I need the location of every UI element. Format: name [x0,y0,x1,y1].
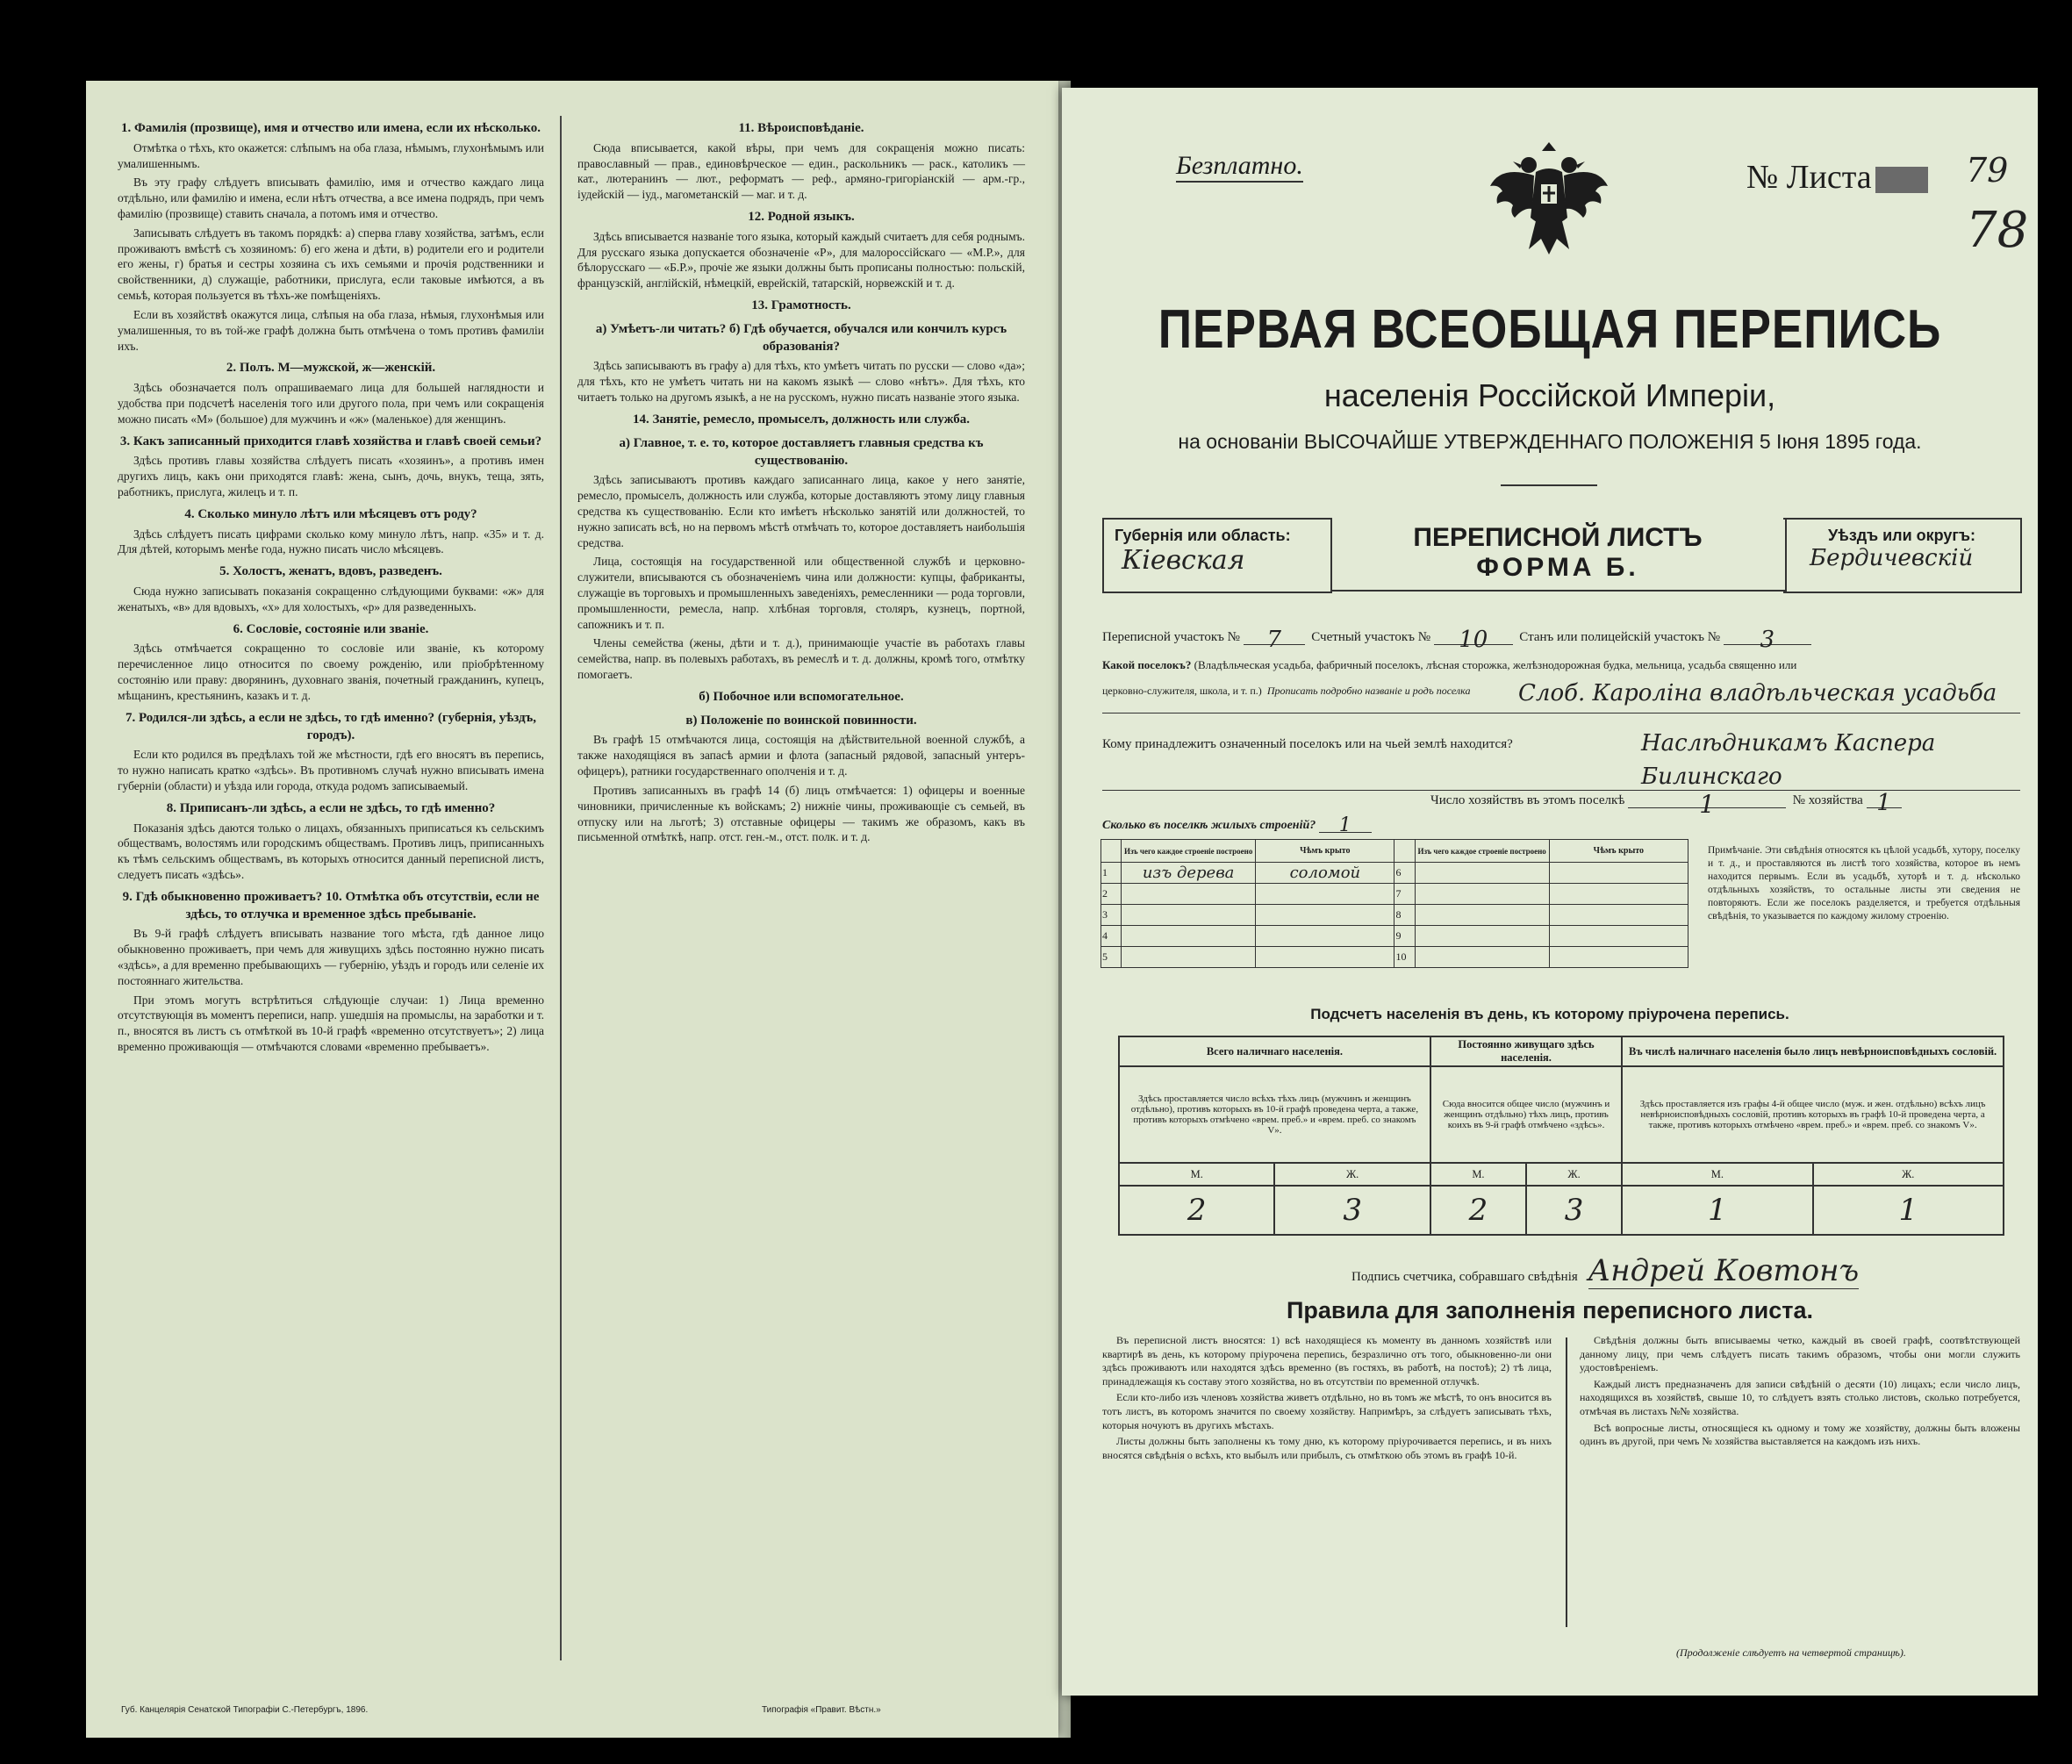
printer-imprint-right: Типографія «Правит. Вѣстн.» [762,1705,881,1715]
owner-label: Кому принадлежитъ означенный поселокъ или на чьей землѣ находится? [1102,737,1513,751]
rules-divider [1566,1337,1567,1627]
instruction-paragraph: Здѣсь противъ главы хозяйства слѣдуетъ писать «хозяинъ», а противъ имен другихъ лицъ, какъ они приходятся главѣ: жена, сынъ, дочь, внукъ, теща, зять, работникъ, прислуга, жилецъ и т. п. [118,454,544,499]
population-values-row [1119,1186,2004,1235]
building-roof [1549,863,1688,884]
building-row-number: 5 [1101,947,1122,968]
instruction-paragraph: Показанія здѣсь даются только о лицахъ, обязанныхъ приписаться къ сельскимъ обществамъ, волостямъ или городскимъ обществамъ. Противъ лицъ, приписанныхъ къ тѣмъ сельскимъ обществамъ, въ которыхъ относится данный переписной листъ, следуетъ писать «здѣсь». [118,821,544,881]
section-heading: 8. Приписанъ-ли здѣсь, а если не здѣсь, то гдѣ именно? [166,800,496,815]
section-heading: 1. Фамилія (прозвище), имя и отчество или имена, если их нѣсколько. [120,121,541,135]
building-row-number: 7 [1394,884,1415,905]
male-count: 1 [1622,1186,1812,1235]
population-mf-row [1119,1163,2004,1186]
row-number-header [1394,840,1415,863]
instruction-paragraph: Если кто родился въ предѣлахъ той же мѣстности, гдѣ его вносятъ въ перепись, то нужно написать кратко «здѣсь». Въ противномъ случаѣ нужно вписывать имена губерніи (области) и уѣзда или города, откуда родомъ записываемый. [118,748,544,792]
population-column-description: Здѣсь проставляется число всѣхъ тѣхъ лицъ (мужчинъ и женщинъ отдѣльно), противъ которыхъ въ 10-й графѣ проведена черта, а также, противъ которыхъ отмѣчено «врем. преб.» и «врем. преб. со знакомъ V». [1119,1066,1430,1163]
settlement-name-line [1102,685,1470,698]
uezd-box [1783,518,2022,593]
uezd-label: Уѣздъ или округъ: [1827,527,1976,544]
instruction-paragraph: Здѣсь отмѣчается сокращенно то сословіе или званіе, къ которому перечисленное лицо относится по своему рожденію, или пріобрѣтенному состоянію или праву: дворянинъ, духовнаго званія, почетный гражданинъ, купецъ, мѣщанинъ, крестьянинъ, казакъ и т. д. [118,642,544,702]
female-label: Ж. [1526,1163,1622,1186]
households-value: 1 [1628,790,1786,808]
roof-header: Чѣмъ крыто [1549,840,1688,863]
households-line [1430,790,1902,819]
handwritten-number-top: 79 [1966,151,2009,190]
section-heading: 6. Сословіе, состояніе или званіе. [233,621,429,636]
census-legal-basis: на основаніи ВЫСОЧАЙШЕ УТВЕРЖДЕННАГО ПОЛОЖЕНІЯ 5 Іюня 1895 года. [1178,430,1922,453]
building-material [1122,947,1256,968]
census-subtitle: населенія Россійской Имперіи, [1323,377,1776,413]
building-material [1415,863,1549,884]
signature-line [1351,1253,1859,1288]
section-heading: 12. Родной языкъ. [748,210,855,225]
section-heading: 9. Гдѣ обыкновенно проживаетъ? 10. Отмѣтка объ отсутствіи, если не здѣсь, то отлучка и временное здѣсь пребываніе. [122,889,540,921]
material-header: Изъ чего каждое строеніе построено [1415,840,1549,863]
building-row [1101,926,1688,947]
building-row-number: 4 [1101,926,1122,947]
building-material: изъ дерева [1122,863,1256,884]
population-column-heading: Всего наличнаго населенія. [1119,1036,1430,1066]
instruction-paragraph: Сюда вписывается, какой вѣры, при чемъ для сокращенія можно писать: православный — прав., единовѣрческое — един., раскольникъ — раск., католикъ — кат., лютеранинъ — лют., реформатъ — реф., армяно-григоріанскій — арм.-гр., іудейскій — іуд., магометанскій — маг. и т. д. [577,140,1025,202]
population-column-description: Сюда вносится общее число (мужчинъ и женщинъ отдѣльно) тѣхъ лицъ, противъ коихъ въ 9-й графѣ отмѣчено «здѣсь». [1430,1066,1622,1163]
signature-label: Подпись счетчика, собравшаго свѣдѣнія [1351,1270,1578,1284]
building-row-number: 9 [1394,926,1415,947]
instruction-paragraph: Въ эту графу слѣдуетъ вписывать фамилію, имя и отчество каждаго лица отдѣльно, или фамилію и имена, если нѣтъ отчества, а все имена подрядъ, при чемъ фамилію (прозвище) ставить сначала, а потомъ имя и отчество. [118,176,544,221]
section-heading: а) Главное, т. е. то, которое доставляетъ главныя средства къ существованію. [619,435,984,468]
section-heading: 11. Вѣроисповѣданіе. [738,121,864,135]
sheet-number-label: № Листа [1746,159,1872,196]
instructions-column-1 [118,114,544,1058]
uezd-value: Бердичевскій [1810,545,1974,571]
building-row [1101,947,1688,968]
owner-line [1102,737,1513,752]
free-label: Безплатно. [1176,151,1303,183]
row-number-header [1101,840,1122,863]
stamp-box [1875,167,1928,193]
building-material [1415,905,1549,926]
counting-district-value: 10 [1434,627,1513,645]
handwritten-number: 78 [1966,202,2029,259]
rule-paragraph: Каждый листъ предназначенъ для записи свѣдѣній о десяти (10) лицахъ; если число лицъ, находящихся въ хозяйствѣ, свыше 10, то слѣдуетъ взять столько листовъ, сколько потребуется, отмѣчая въ листахъ №№ хозяйства. [1580,1377,2020,1417]
building-material [1415,884,1549,905]
settlement-type-line [1102,658,1796,672]
instruction-paragraph: Лица, состоящія на государственной или общественной службѣ и церковно-служители, вписываются съ обозначеніемъ чина или должности: купцы, фабриканты, служащіе въ торговыхъ и промышленныхъ заведеніяхъ, ремесленники — рода торговли, промышленности, ремесла, напр. хлѣбная торговля, столяръ, кузнецъ, портной, сапожникъ и т. п. [577,555,1025,631]
building-roof [1549,926,1688,947]
buildings-note: Примѣчаніе. Эти свѣдѣнія относятся къ цѣлой усадьбѣ, хутору, поселку и т. д., и проставляются въ листѣ того хозяйства, которое въ немъ находится первымъ. Если въ усадьбѣ, хуторѣ и т. д. нѣсколько отдѣльныхъ хозяйствъ, то остальные листы эти сведения не повторяютъ. Если же поселокъ разделяется, и требуется отдѣльныя свѣдѣнія, то указывается по каждому жилому строенію. [1708,845,2020,921]
settlement-type-label: Какой поселокъ? [1102,658,1192,671]
buildings-value: 1 [1319,814,1372,833]
instruction-paragraph: Члены семейства (жены, дѣти и т. д.), принимающіе участіе въ работахъ главы семейства, напр. въ полевыхъ работахъ, въ ремеслѣ и т. д. должны, кромѣ того, отмѣтку помогаетъ. [577,636,1025,682]
instruction-paragraph: Если въ хозяйствѣ окажутся лица, слѣпыя на оба глаза, нѣмыя, глухонѣмыя или умалишенныя, то въ той-же графѣ должна быть отмѣчена о томъ противъ фамиліи ихъ. [118,307,544,353]
continued-note: (Продолженіе слѣдуетъ на четвертой страницѣ). [1676,1646,1906,1659]
buildings-table-body [1101,863,1688,968]
building-material [1122,905,1256,926]
district-line [1102,627,1811,653]
section-heading: 7. Родился-ли здѣсь, а если не здѣсь, то гдѣ именно? (губернія, уѣздъ, городъ). [125,710,537,742]
enumerator-signature: Андрей Ковтонъ [1588,1253,1860,1288]
double-headed-eagle-icon [1483,130,1615,262]
instruction-paragraph: Здѣсь записываютъ въ графу а) для тѣхъ, кто умѣетъ читать по русски — слово «да»; для тѣхъ, кто не умѣетъ читать ни на какомъ языкѣ — слово «нѣтъ». Для тѣхъ, кто читаетъ только на другомъ языкѣ, а не на русскомъ, нужно писать названіе этого языка. [577,359,1025,405]
building-material [1415,926,1549,947]
form-code: ФОРМА Б. [1476,553,1639,582]
instruction-paragraph: Отмѣтка о тѣхъ, кто окажется: слѣпымъ на оба глаза, нѣмымъ, глухонѣмымъ или умалишеннымъ. [118,140,544,170]
female-count: 3 [1526,1186,1622,1235]
instruction-paragraph: Въ графѣ 15 отмѣчаются лица, состоящія на дѣйствительной военной службѣ, а также находящіяся въ запасѣ армии и флота (запасный рядовой, запасный унтеръ-офицеръ), ратники государственнаго ополченія и т. д. [577,733,1025,778]
building-material [1122,884,1256,905]
section-heading: 13. Грамотность. [751,298,851,313]
instruction-paragraph: Противъ записанныхъ въ графѣ 14 (б) лицъ отмѣчается: 1) офицеры и военные чиновники, причисленные къ войскамъ; 2) нижніе чины, проживающіе съ семьей, въ отпуску или на льготѣ; 3) отставные офицеры — такимъ же образомъ, какъ въ письменной отмѣткѣ, напр. отст. ген.-м., отст. полк. и т. д. [577,783,1025,844]
settlement-hint-2: церковно-служителя, школа, и т. п.) [1102,685,1262,697]
population-column-description: Здѣсь проставляется изъ графы 4-й общее число (муж. и жен. отдѣльно) всѣхъ лицъ невѣрноисповѣдныхъ сословій, противъ которыхъ въ графѣ 10-й проведена черта, а также, противъ которыхъ отмѣчено «врем. преб.» и «врем. преб. со знакомъ V». [1622,1066,2004,1163]
instruction-paragraph: Здѣсь слѣдуетъ писать цифрами сколько кому минуло лѣтъ, напр. «35» и т. д. Для дѣтей, которымъ менѣе года, нужно писать число мѣсяцевъ. [118,527,544,556]
instruction-paragraph: Записывать слѣдуетъ въ такомъ порядкѣ: а) сперва главу хозяйства, затѣмъ, если проживаютъ вмѣстѣ съ хозяиномъ: б) его жена и дѣти, в) родители его и родители его жены, г) братья и сестры хозяина съ ихъ семьями и прочія родственники и свойственники, д) служащіе, работники, прислуга, если таковые имѣются, а въ семьѣ, которая пользуется въ тѣхъ-же помѣщеніяхъ. [118,226,544,303]
settlement-type-hint: (Владѣльческая усадьба, фабричный поселокъ, лѣсная сторожка, желѣзнодорожная будка, мельница, усадьба священно или [1194,658,1797,671]
building-roof [1549,884,1688,905]
census-district-label: Переписной участокъ № [1102,630,1240,644]
building-row-number: 6 [1394,863,1415,884]
sheet-number [1746,158,1928,197]
building-roof [1256,884,1394,905]
buildings-label: Сколько въ поселкѣ жилыхъ строеній? [1102,819,1316,832]
population-column-heading: Въ числѣ наличнаго населенія было лицъ невѣрноисповѣдныхъ сословій. [1622,1036,2004,1066]
settlement-name-value: Слоб. Кароліна владѣльческая усадьба [1518,680,1997,706]
police-district-value: 3 [1724,627,1811,645]
building-row-number: 10 [1394,947,1415,968]
census-title: ПЕРВАЯ ВСЕОБЩАЯ ПЕРЕПИСЬ [1158,299,1942,360]
rules-title: Правила для заполненія переписного листа. [1286,1297,1814,1323]
male-label: М. [1119,1163,1274,1186]
gubernia-box [1102,518,1332,593]
sheet-type-title: ПЕРЕПИСНОЙ ЛИСТЪ [1413,523,1703,552]
police-district-label: Станъ или полицейскій участокъ № [1519,630,1721,644]
instruction-paragraph: Здѣсь вписывается названіе того языка, который каждый считаетъ для себя роднымъ. Для русскаго языка допускается обозначеніе «Р», для малороссійскаго — «М.Р.», для бѣлорусскаго — «Б.Р.», прочіе же языки должны быть прописаны полностью: польскій, французскій, англійскій, нѣмецкій, еврейскій, татарскій, норвежскій и т. д. [577,229,1025,290]
building-material [1122,926,1256,947]
section-heading: 5. Холостъ, женатъ, вдовъ, разведенъ. [219,564,442,579]
buildings-table [1101,839,1688,968]
material-header: Изъ чего каждое строеніе построено [1122,840,1256,863]
population-count-table [1118,1036,2004,1236]
form-header [1343,514,1773,583]
rules-column-1 [1102,1334,1552,1465]
male-count: 2 [1119,1186,1274,1235]
instructions-column-2 [577,114,1025,849]
instructions-page [86,81,1058,1738]
rule-paragraph: Если кто-либо изъ членовъ хозяйства живетъ отдѣльно, но въ томъ же мѣстѣ, то онъ вносится въ тотъ листъ, въ которомъ значится по своему хозяйству. Напримѣръ, за слѣдуетъ записывать тѣхъ, которыя ночуютъ въ другихъ мѣстахъ. [1102,1391,1552,1431]
female-count: 3 [1274,1186,1430,1235]
male-count: 2 [1430,1186,1526,1235]
census-district-value: 7 [1244,627,1305,645]
population-head-row [1119,1036,2004,1066]
gubernia-label: Губернія или область: [1115,527,1291,544]
household-number-label: № хозяйства [1792,793,1863,807]
female-label: Ж. [1274,1163,1430,1186]
building-row-number: 1 [1101,863,1122,884]
building-roof: соломой [1256,863,1394,884]
counting-district-label: Счетный участокъ № [1311,630,1431,644]
section-heading: а) Умѣетъ-ли читать? б) Гдѣ обучается, обучался или кончилъ курсъ образованія? [595,321,1007,354]
rule-paragraph: Всѣ вопросные листы, относящіеся къ одному и тому же хозяйству, должны быть вложены одинъ въ другой, при чемъ № хозяйства выставляется на каждомъ изъ нихъ. [1580,1421,2020,1448]
population-count-title: Подсчетъ населенія въ день, къ которому пріурочена перепись. [1310,1006,1789,1022]
building-material [1415,947,1549,968]
building-roof [1256,947,1394,968]
building-row-number: 2 [1101,884,1122,905]
male-label: М. [1430,1163,1526,1186]
section-heading: 4. Сколько минуло лѣтъ или мѣсяцевъ отъ роду? [184,506,477,521]
printer-imprint-left: Губ. Канцелярія Сенатской Типографіи С.-Петербургъ, 1896. [121,1705,369,1715]
gubernia-value: Кіевская [1122,545,1245,576]
building-row-number: 8 [1394,905,1415,926]
title-rule [1501,484,1597,486]
rule-paragraph: Въ переписной листъ вносятся: 1) всѣ находящіеся къ моменту въ данномъ хозяйствѣ или квартирѣ въ день, къ которому пріурочена перепись, безразлично отъ того, обыкновенно-ли они здѣсь проживаютъ или находятся здѣсь временно (въ гостяхъ, въ работѣ, на постоѣ); 2) тѣ лица, принадлежащія къ составу этого хозяйства, но въ отсутствіи по временной отлучкѣ. [1102,1334,1552,1388]
census-form-page [1062,88,2038,1696]
building-row [1101,884,1688,905]
female-label: Ж. [1813,1163,2004,1186]
instruction-paragraph: Сюда нужно записывать показанія сокращенно слѣдующими буквами: «ж» для женатыхъ, «в» для вдовыхъ, «х» для холостыхъ, «р» для разведенныхъ. [118,584,544,613]
building-row [1101,863,1688,884]
population-column-heading: Постоянно живущаго здѣсь населенія. [1430,1036,1622,1066]
section-heading: 3. Какъ записанный приходится главѣ хозяйства и главѣ своей семьи? [119,434,542,448]
owner-value: Наслѣдникамъ Каспера Билинскаго [1641,730,1936,790]
column-divider [560,116,562,1660]
instruction-paragraph: Въ 9-й графѣ слѣдуетъ вписывать название того мѣста, гдѣ данное лицо обыкновенно проживаетъ, при чемъ для живущихъ здѣсь постоянно нужно писать «здѣсь», а для временно пребывающихъ — губернію, уѣздъ и городъ или селеніе их постояннаго жительства. [118,927,544,987]
section-heading: 2. Полъ. М—мужской, ж—женскій. [226,361,436,376]
building-roof [1549,947,1688,968]
building-row-number: 3 [1101,905,1122,926]
building-roof [1256,926,1394,947]
rule-paragraph: Свѣдѣнія должны быть вписываемы четко, каждый въ своей графѣ, соотвѣтствующей данному лицу, при чемъ слѣдуетъ писать такимъ образомъ, чтобы они могли служить удостовѣреніемъ. [1580,1334,2020,1374]
instruction-paragraph: Здѣсь записываютъ противъ каждаго записаннаго лица, какое у него занятіе, ремесло, промыселъ, должность или служба, которые доставляютъ этому лицу главныя средства къ существованію. Если кто имѣетъ нѣсколько занятій или должностей, то нужно записать всѣ, но на первомъ мѣстѣ отмѣчать то, которое доставляетъ наибольшія средства. [577,473,1025,549]
section-heading: 14. Занятіе, ремесло, промыселъ, должность или служба. [632,412,971,427]
building-roof [1256,905,1394,926]
instruction-paragraph: При этомъ могутъ встрѣтиться слѣдующіе случаи: 1) Лица временно отсутствующія въ моментъ переписи, напр. ушедшія на промыслы, на заработки и т. п., вносятся въ листъ съ отмѣткой въ 10-й графѣ «временно отсутствуетъ»; 2) лица временно проживающія — отмѣчаются словами «временно пребываетъ». [118,993,545,1054]
settlement-hint-3: Прописать подробно названіе и родъ поселка [1266,685,1471,697]
male-label: М. [1622,1163,1812,1186]
section-heading: б) Побочное или вспомогательное. [699,689,904,704]
household-number-value: 1 [1867,790,1902,808]
female-count: 1 [1813,1186,2004,1235]
roof-header: Чѣмъ крыто [1256,840,1394,863]
building-row [1101,905,1688,926]
instruction-paragraph: Здѣсь обозначается полъ опрашиваемаго лица для большей наглядности и удобства при подсчетѣ населенія того или другого пола, при чемъ или сокращенія можно писать «М» (большое) для мужчинъ и «ж» (маленькое) для женщинъ. [118,381,544,426]
rule-paragraph: Листы должны быть заполнены къ тому дню, къ которому пріурочивается перепись, и въ нихъ вносятся свѣдѣнія о всѣхъ, кто выбылъ или прибылъ, съ отмѣткою объ этомъ въ графѣ 10-й. [1102,1435,1552,1461]
buildings-line [1102,814,1372,836]
households-label: Число хозяйствъ въ этомъ поселкѣ [1430,793,1625,807]
section-heading: в) Положеніе по воинской повинности. [685,713,917,728]
rules-column-2 [1580,1334,2020,1452]
building-roof [1549,905,1688,926]
population-desc-row [1119,1066,2004,1163]
